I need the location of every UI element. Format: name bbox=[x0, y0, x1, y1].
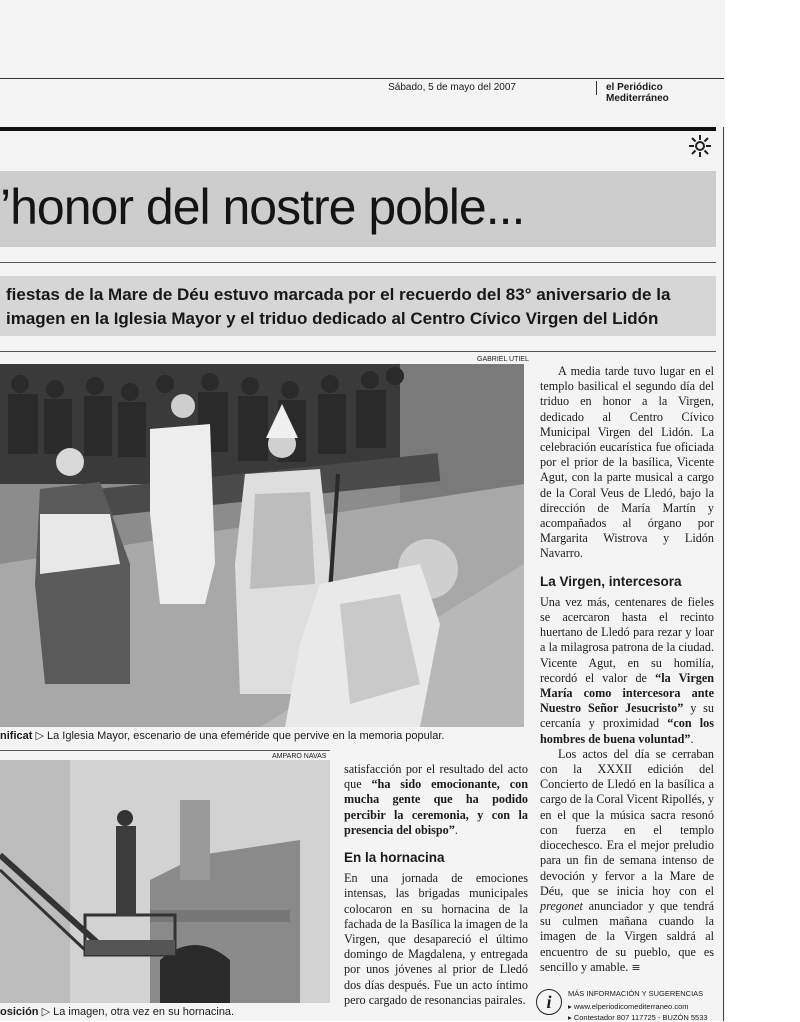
quote-run: “con los hombres de buena voluntad” bbox=[540, 716, 714, 746]
caption-lead: nificat bbox=[0, 730, 33, 742]
caption-arrow-icon: ▷ bbox=[35, 730, 44, 742]
newspaper-name: el Periódico Mediterráneo bbox=[606, 82, 669, 104]
article-paragraph bbox=[344, 762, 528, 838]
text-run: y su cercanía y proximidad bbox=[540, 701, 715, 731]
top-rule bbox=[0, 127, 716, 131]
divider bbox=[0, 262, 716, 263]
caption-text: La Iglesia Mayor, escenario de una efeméride que pervive en la memoria popular. bbox=[47, 730, 445, 742]
divider bbox=[0, 750, 330, 751]
quote-run: “ha sido emocionante, con mucha gente que ha podido percibir la ceremonia, y con la presencia del obispo” bbox=[344, 777, 528, 837]
subheadline: fiestas de la Mare de Déu estuvo marcada por el recuerdo del 83° aniversario de la imagen en la Iglesia Mayor y el triduo dedicado al Centro Cívico Virgen del Lidón bbox=[6, 285, 671, 328]
article-paragraph bbox=[540, 747, 714, 975]
text-run: . bbox=[690, 731, 694, 746]
article-column-middle bbox=[344, 762, 528, 1008]
info-title: MÁS INFORMACIÓN Y SUGERENCIAS bbox=[568, 989, 704, 998]
photo-caption bbox=[0, 729, 524, 742]
procession-photo bbox=[0, 364, 524, 727]
issue-date: Sábado, 5 de mayo del 2007 bbox=[388, 82, 516, 93]
text-run: anunciador y que tendrá su culmen mañana cuando la imagen de la Virgen saldrá al encuentro de su pueblo, que es sencillo y amable. bbox=[540, 898, 714, 974]
article-paragraph: A media tarde tuvo lugar en el templo basilical el segundo día del triduo en honor a la Virgen, dedicado al Centro Cívico Municipal Virgen del Lidón. La celebración eucarística fue oficiada por el prior de la basílica, Vicente Agut, con la parte musical a cargo de la Coral Veus de Lledó, bajo la dirección de María Martín y acompañados al órgano por Margarita Wistrova y Lidón Navarro. bbox=[540, 364, 714, 561]
hornacina-photo bbox=[0, 760, 330, 1003]
article-subheading: La Virgen, intercesora bbox=[540, 573, 682, 589]
caption-lead: osición bbox=[0, 1006, 39, 1018]
caption-arrow-icon: ▷ bbox=[41, 1006, 51, 1018]
text-run: satisfacción por el resultado del acto que bbox=[344, 762, 528, 792]
sun-logo-icon bbox=[688, 134, 712, 158]
photo-credit: AMPARO NAVAS bbox=[272, 753, 327, 760]
quote-run: “la Virgen María como intercesora ante Nuestro Señor Jesucristo” bbox=[540, 670, 715, 716]
article-paragraph: En una jornada de emociones intensas, las brigadas municipales colocaron en su hornacina de la fachada de la Basílica la imagen de la Virgen, que desapareció el último domingo de Magdalena, y entregada por unos jóvenes al prior de Lledó dos días después. Fue un acto íntimo pero cargado de resonancias pairales. bbox=[344, 871, 528, 1007]
info-website[interactable]: ▸ www.elperiodicomediterraneo.com bbox=[568, 1002, 689, 1011]
article-subheading: En la hornacina bbox=[344, 850, 445, 866]
page-header bbox=[0, 78, 724, 104]
article-column-right bbox=[540, 364, 714, 975]
headline: ’honor del nostre poble... bbox=[0, 179, 525, 235]
caption-text: La imagen, otra vez en su hornacina. bbox=[53, 1006, 235, 1018]
text-run: Los actos del día se cerraban con la XXXII edición del Concierto de Lledó en la basílica a cargo de la Coral Vicent Ripollés, y en el que la música sacra resonó con fuerza en el templo diocechesco. Era el mejor preludio para un fin de semana intenso de devoción y fervor a la Mare de Déu, que se inicia hoy con el bbox=[540, 746, 714, 898]
end-mark-icon: ≡ bbox=[631, 960, 641, 974]
info-phone: ▸ Contestador 807 117725 - BUZÓN 5533 bbox=[568, 1013, 708, 1022]
photo-caption bbox=[0, 1005, 330, 1018]
photo-credit: GABRIEL UTIEL bbox=[477, 356, 529, 363]
italic-run: pregonet bbox=[540, 898, 583, 913]
info-icon: i bbox=[536, 989, 562, 1015]
right-frame-line bbox=[723, 127, 724, 1021]
divider bbox=[0, 351, 716, 352]
text-run: . bbox=[454, 822, 458, 837]
article-paragraph bbox=[540, 595, 714, 747]
text-run: Una vez más, centenares de fieles se acercaron hasta el recinto huertano de Lledó para rezar y loar a la milagrosa patrona de la ciudad. Vicente Agut, en su homilía, recordó el valor de bbox=[540, 594, 714, 685]
header-divider bbox=[596, 81, 597, 95]
info-box bbox=[530, 985, 720, 1021]
